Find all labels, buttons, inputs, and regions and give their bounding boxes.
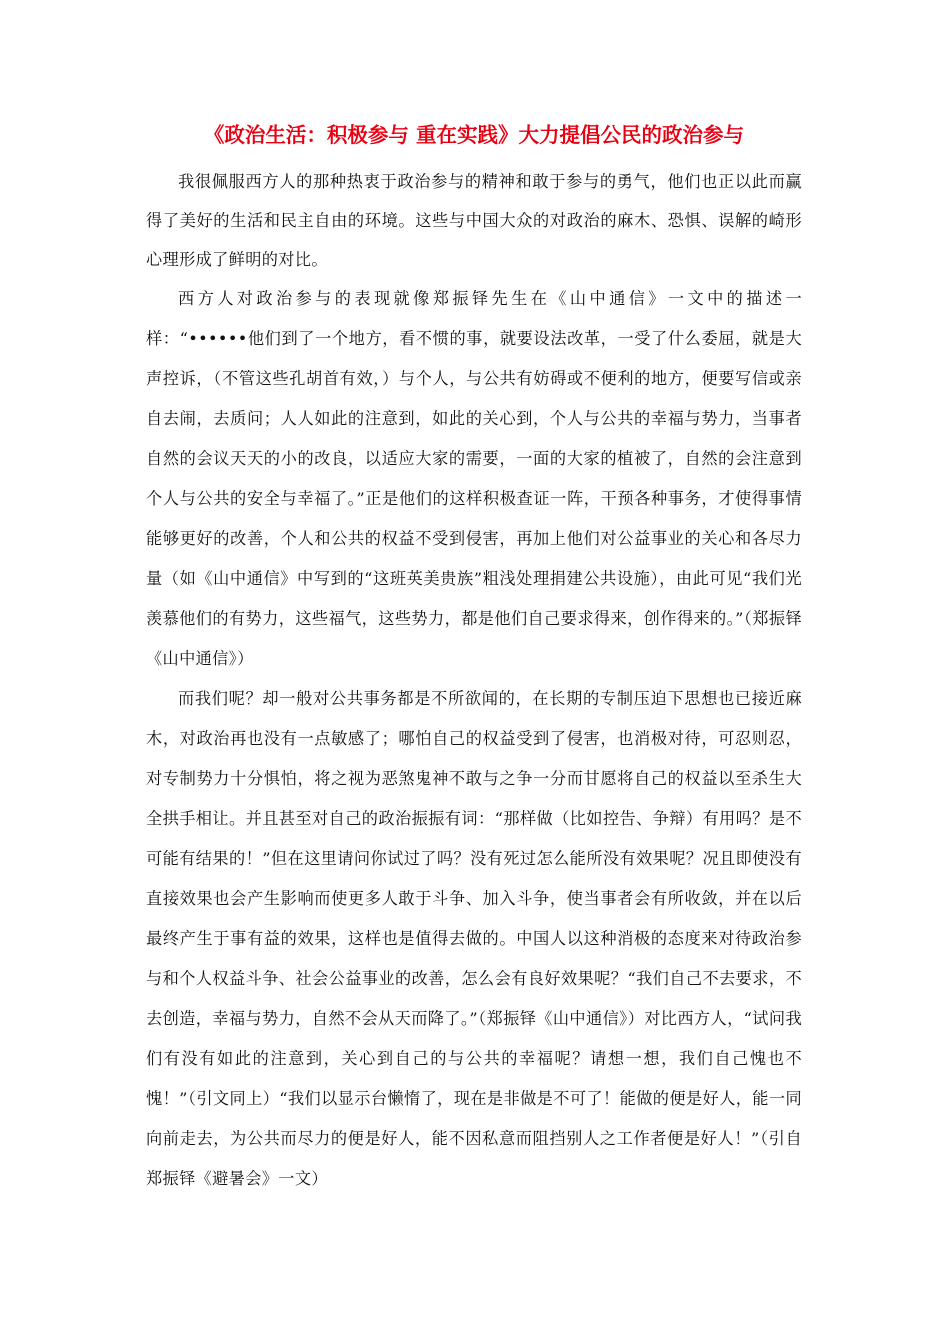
paragraph-3: 而我们呢？却一般对公共事务都是不所欲闻的，在长期的专制压迫下思想也已接近麻木，对政治再也没有一点敏感了；哪怕自己的权益受到了侵害，也消极对待，可忍则忍，对专制势力十分惧怕，将之视为恶煞鬼神不敢与之争一分而甘愿将自己的权益以至杀生大全拱手相让。并且甚至对自己的政治振振有词：“那样做（比如控告、争辩）有用吗？是不可能有结果的！”但在这里请问你试过了吗？没有死过怎么能所没有效果呢？况且即使没有直接效果也会产生影响而使更多人敢于斗争、加入斗争，使当事者会有所收敛，并在以后最终产生于事有益的效果，这样也是值得去做的。中国人以这种消极的态度来对待政治参与和个人权益斗争、社会公益事业的改善，怎么会有良好效果呢？“我们自己不去要求，不去创造，幸福与势力，自然不会从天而降了。”（郑振铎《山中通信》）对比西方人，“试问我们有没有如此的注意到，关心到自己的与公共的幸福呢？请想一想，我们自己愧也不愧！”（引文同上）“我们以显示台懒惰了，现在是非做是不可了！能做的便是好人，能一同向前走去，为公共而尽力的便是好人，能不因私意而阻挡别人之工作者便是好人！”（引自郑振铎《避暑会》一文） — [146, 689, 802, 1188]
paragraph-1: 我很佩服西方人的那种热衷于政治参与的精神和敢于参与的勇气，他们也正以此而赢得了美好的生活和民主自由的环境。这些与中国大众的对政治的麻木、恐惧、误解的崎形心理形成了鲜明的对比。 — [146, 172, 802, 269]
paragraph-2: 西方人对政治参与的表现就像郑振铎先生在《山中通信》一文中的描述一样：“••••••他们到了一个地方，看不惯的事，就要设法改革，一受了什么委屈，就是大声控诉，（不管这些孔胡首有效，）与个人，与公共有妨碍或不便利的地方，便要写信或亲自去闹，去质问；人人如此的注意到，如此的关心到，个人与公共的幸福与势力，当事者自然的会议天天的小的改良，以适应大家的需要，一面的大家的植被了，自然的会注意到个人与公共的安全与幸福了。”正是他们的这样积极查证一阵，干预各种事务，才使得事情能够更好的改善，个人和公共的权益不受到侵害，再加上他们对公益事业的关心和各尽力量（如《山中通信》中写到的“这班英美贵族”粗浅处理捐建公共设施），由此可见“我们光羡慕他们的有势力，这些福气，这些势力，都是他们自己要求得来，创作得来的。”（郑振铎《山中通信》） — [146, 289, 802, 668]
document-title: 《政治生活：积极参与 重在实践》大力提倡公民的政治参与 — [203, 123, 745, 147]
document-page — [146, 118, 802, 1199]
